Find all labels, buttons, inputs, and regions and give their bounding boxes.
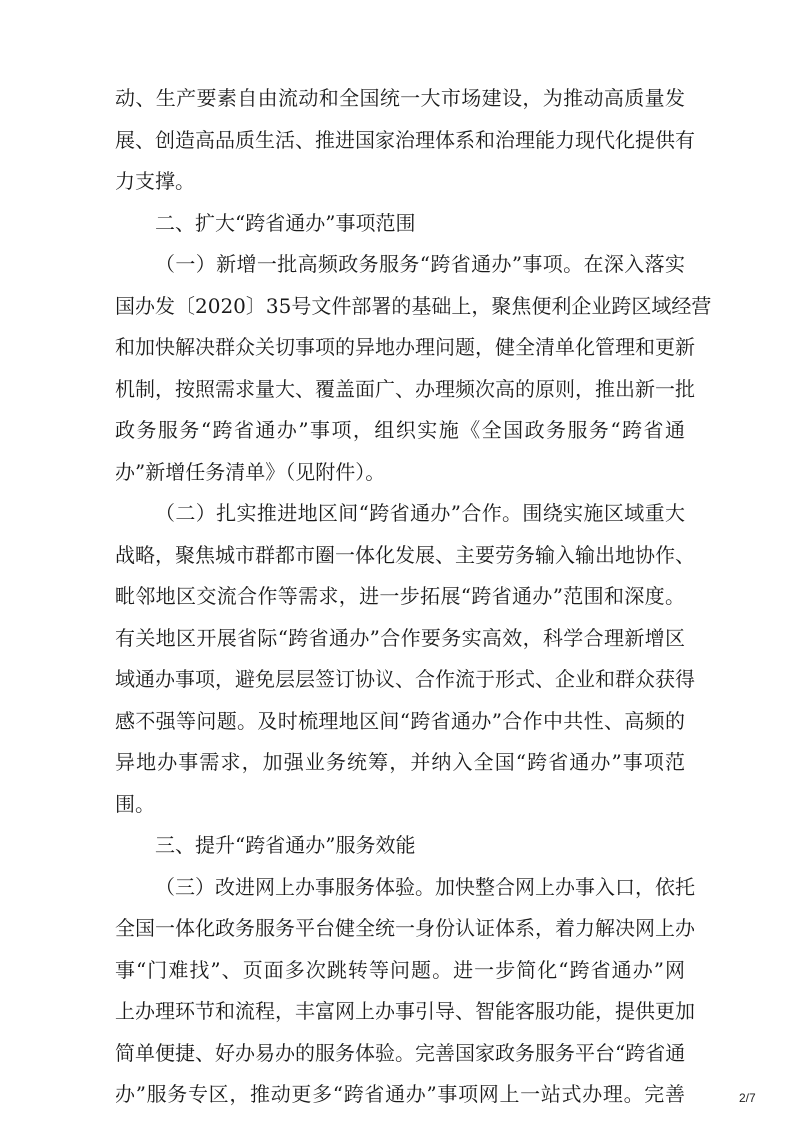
body-text-line: 感不强等问题。及时梳理地区间“跨省通办”合作中共性、高频的 bbox=[115, 709, 685, 733]
body-text-line: 战略，聚焦城市群都市圈一体化发展、主要劳务输入输出地协作、 bbox=[115, 543, 695, 567]
body-text-line: 机制，按照需求量大、覆盖面广、办理频次高的原则，推出新一批 bbox=[115, 377, 695, 401]
body-text-line: 全国一体化政务服务平台健全统一身份认证体系，着力解决网上办 bbox=[115, 916, 695, 940]
section-heading: 三、提升“跨省通办”服务效能 bbox=[155, 833, 416, 857]
body-text-line: 办”新增任务清单》（见附件）。 bbox=[115, 460, 386, 484]
body-text-line: 围。 bbox=[115, 792, 155, 816]
body-text-line: 动、生产要素自由流动和全国统一大市场建设，为推动高质量发 bbox=[115, 86, 685, 110]
body-text-line: 力支撑。 bbox=[115, 169, 195, 193]
body-text-line: 毗邻地区交流合作等需求，进一步拓展“跨省通办”范围和深度。 bbox=[115, 584, 685, 608]
body-text-line: 简单便捷、好办易办的服务体验。完善国家政务服务平台“跨省通 bbox=[115, 1041, 686, 1065]
subsection-heading-line: （三）改进网上办事服务体验。加快整合网上办事入口，依托 bbox=[155, 875, 695, 899]
section-heading: 二、扩大“跨省通办”事项范围 bbox=[155, 211, 416, 235]
body-text-line: 上办理环节和流程，丰富网上办事引导、智能客服功能，提供更加 bbox=[115, 999, 695, 1023]
subsection-heading-line: （一）新增一批高频政务服务“跨省通办”事项。在深入落实 bbox=[155, 252, 685, 276]
body-text-line: 异地办事需求，加强业务统筹，并纳入全国“跨省通办”事项范 bbox=[115, 750, 685, 774]
subsection-heading-line: （二）扎实推进地区间“跨省通办”合作。围绕实施区域重大 bbox=[155, 501, 685, 525]
body-text-line: 展、创造高品质生活、推进国家治理体系和治理能力现代化提供有 bbox=[115, 128, 695, 152]
body-text-line: 和加快解决群众关切事项的异地办理问题，健全清单化管理和更新 bbox=[115, 335, 695, 359]
body-text-line: 政务服务“跨省通办”事项，组织实施《全国政务服务“跨省通 bbox=[115, 418, 685, 442]
body-text-line: 国办发〔2020〕35号文件部署的基础上，聚焦便利企业跨区域经营 bbox=[115, 294, 712, 318]
body-text-line: 有关地区开展省际“跨省通办”合作要务实高效，科学合理新增区 bbox=[115, 626, 685, 650]
body-text-line: 域通办事项，避免层层签订协议、合作流于形式、企业和群众获得 bbox=[115, 667, 695, 691]
page-number: 2/7 bbox=[739, 1091, 756, 1105]
body-text-line: 办”服务专区，推动更多“跨省通办”事项网上一站式办理。完善 bbox=[115, 1082, 685, 1106]
body-text-line: 事“门难找”、页面多次跳转等问题。进一步简化“跨省通办”网 bbox=[115, 958, 685, 982]
